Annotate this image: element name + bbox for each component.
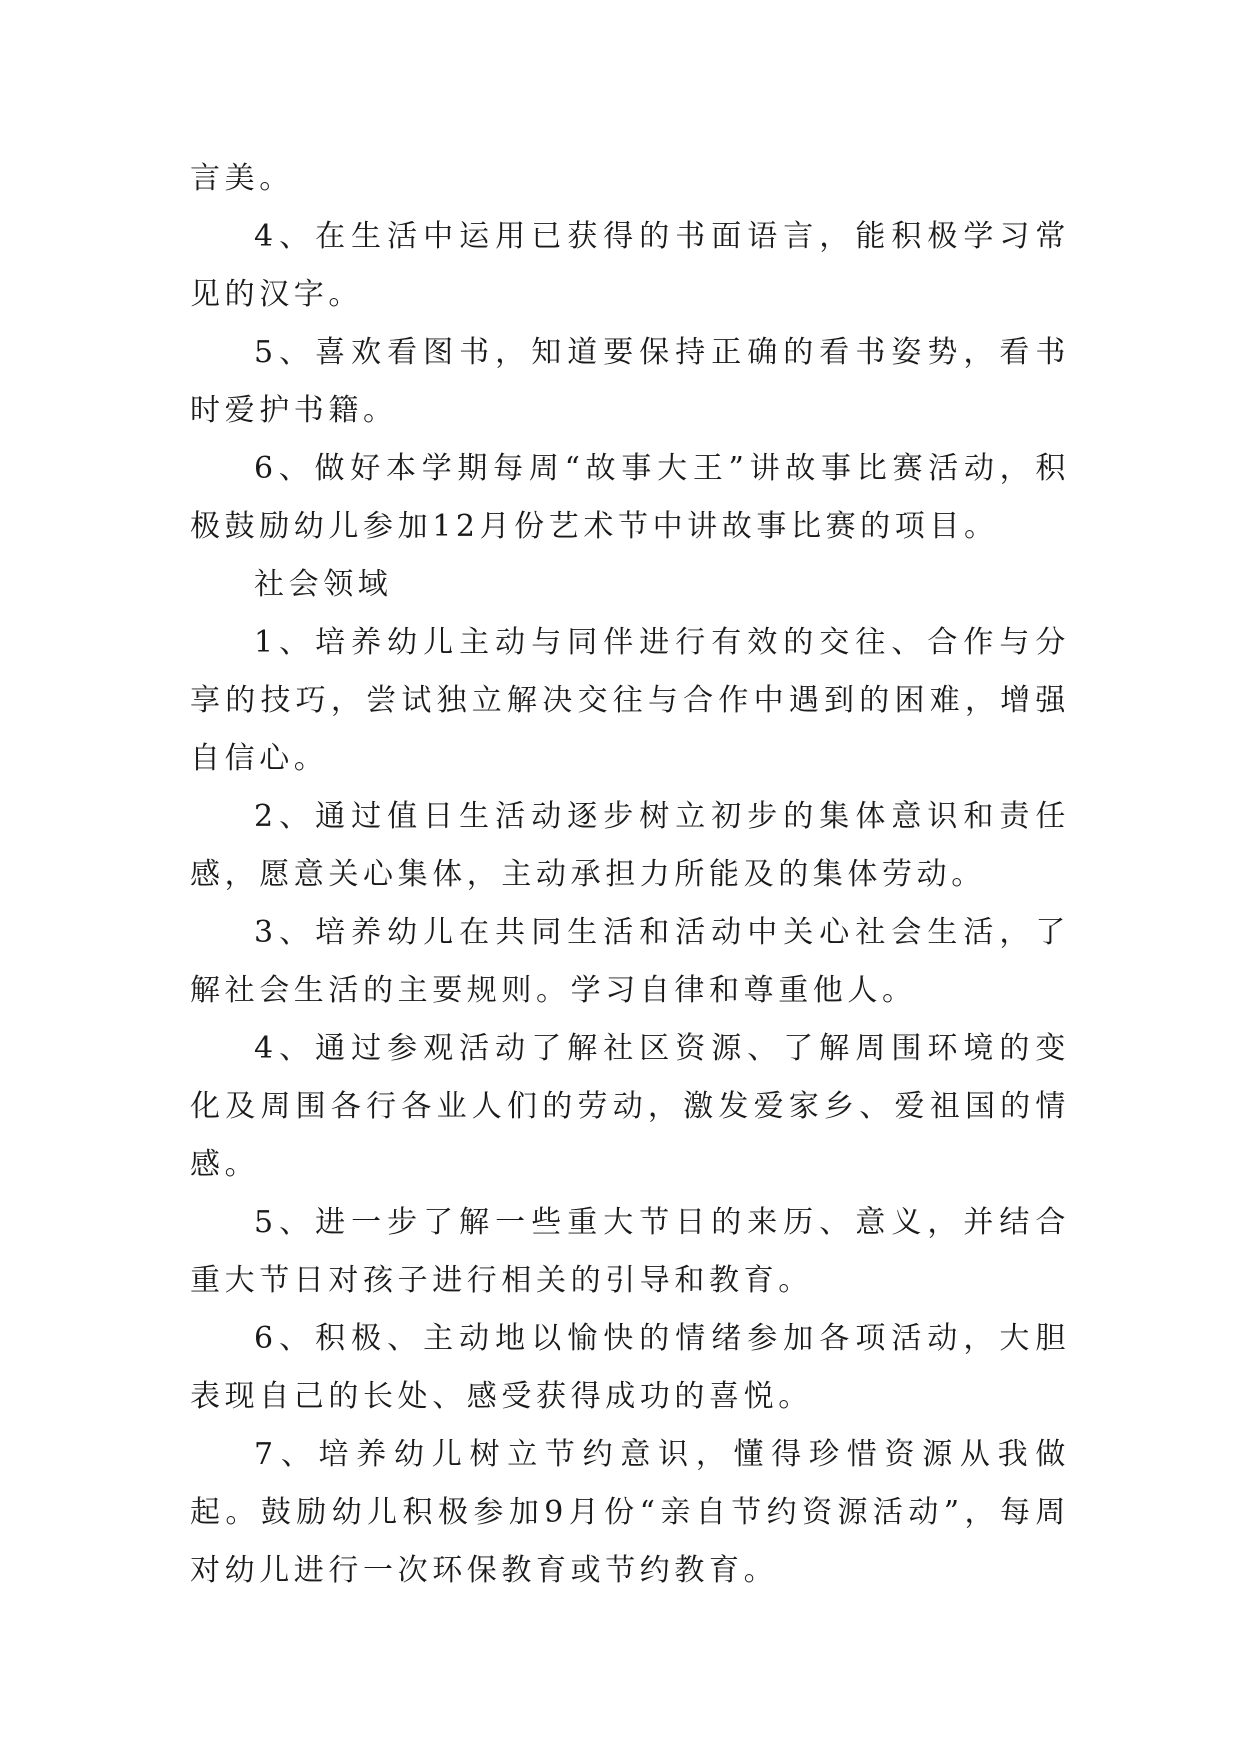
paragraph-language-item-6: 6、做好本学期每周“故事大王”讲故事比赛活动，积极鼓励幼儿参加12月份艺术节中讲故事比赛的项目。 [190, 451, 1070, 544]
paragraph-social-item-5: 5、进一步了解一些重大节日的来历、意义，并结合重大节日对孩子进行相关的引导和教育。 [190, 1205, 1070, 1298]
paragraph-social-item-3: 3、培养幼儿在共同生活和活动中关心社会生活，了解社会生活的主要规则。学习自律和尊重他人。 [190, 915, 1070, 1008]
paragraph-language-item-5: 5、喜欢看图书，知道要保持正确的看书姿势，看书时爱护书籍。 [190, 335, 1070, 428]
paragraph-social-item-2: 2、通过值日生活动逐步树立初步的集体意识和责任感，愿意关心集体，主动承担力所能及的集体劳动。 [190, 799, 1070, 892]
document-page [190, 150, 1070, 1600]
paragraph-social-item-6: 6、积极、主动地以愉快的情绪参加各项活动，大胆表现自己的长处、感受获得成功的喜悦。 [190, 1321, 1070, 1414]
paragraph-continuation: 言美。 [190, 161, 294, 196]
paragraph-social-item-1: 1、培养幼儿主动与同伴进行有效的交往、合作与分享的技巧，尝试独立解决交往与合作中遇到的困难，增强自信心。 [190, 625, 1070, 776]
paragraph-social-item-4: 4、通过参观活动了解社区资源、了解周围环境的变化及周围各行各业人们的劳动，激发爱家乡、爱祖国的情感。 [190, 1031, 1070, 1182]
section-heading-social: 社会领域 [254, 567, 393, 602]
paragraph-social-item-7: 7、培养幼儿树立节约意识，懂得珍惜资源从我做起。鼓励幼儿积极参加9月份“亲自节约资源活动”，每周对幼儿进行一次环保教育或节约教育。 [190, 1437, 1070, 1588]
paragraph-language-item-4: 4、在生活中运用已获得的书面语言，能积极学习常见的汉字。 [190, 219, 1070, 312]
